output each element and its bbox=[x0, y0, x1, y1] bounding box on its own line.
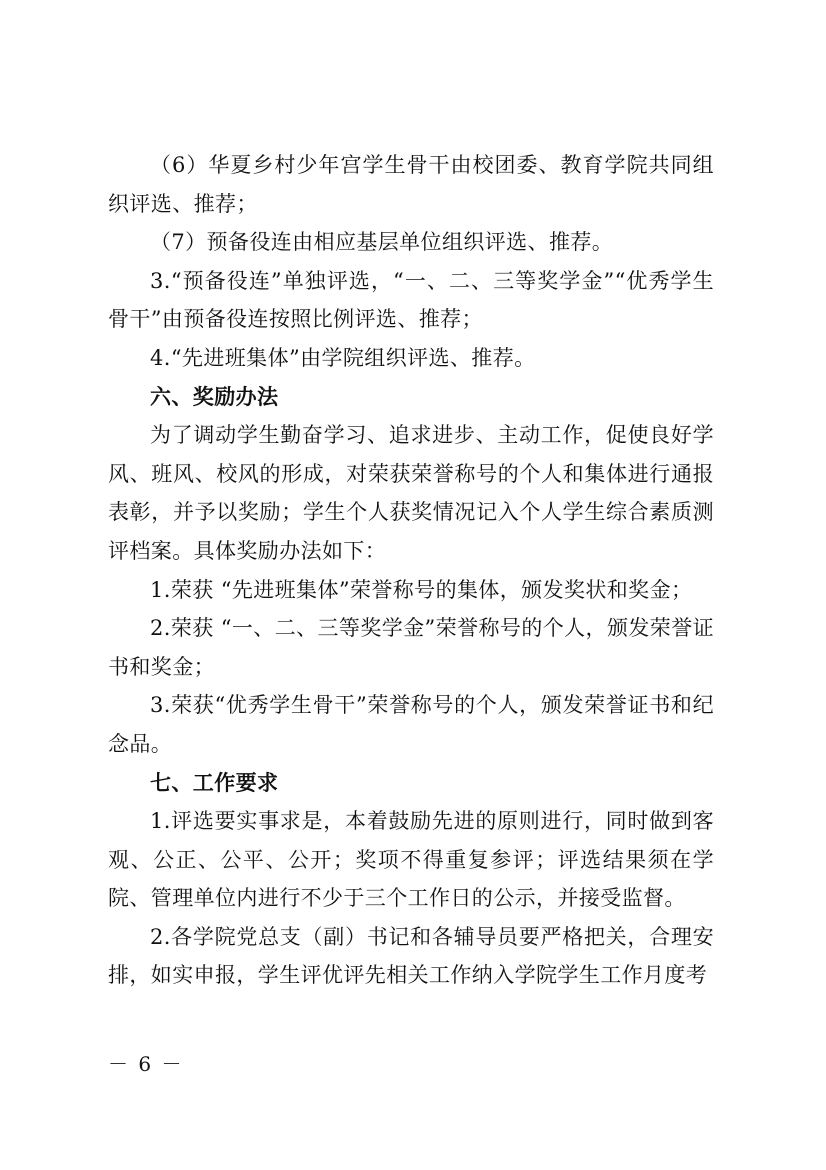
section-heading-requirements: 七、工作要求 bbox=[150, 770, 279, 795]
paragraph-reward-2: 2.荣获 “一、二、三等奖学金”荣誉称号的个人，颁发荣誉证书和奖金； bbox=[108, 616, 714, 679]
section-heading-rewards: 六、奖励办法 bbox=[150, 384, 279, 409]
paragraph-item-7: （7）预备役连由相应基层单位组织评选、推荐。 bbox=[150, 230, 614, 255]
paragraph-point-4: 4.“先进班集体”由学院组织评选、推荐。 bbox=[150, 345, 536, 370]
paragraph-rewards-intro: 为了调动学生勤奋学习、追求进步、主动工作，促使良好学风、班风、校风的形成，对荣获荣誉称号的个人和集体进行通报表彰，并予以奖励；学生个人获奖情况记入个人学生综合素质测评档案。具体奖励办法如下： bbox=[108, 423, 714, 563]
document-body bbox=[108, 146, 714, 995]
paragraph-requirement-1: 1.评选要实事求是，本着鼓励先进的原则进行，同时做到客观、公正、公平、公开；奖项不得重复参评；评选结果须在学院、管理单位内进行不少于三个工作日的公示，并接受监督。 bbox=[108, 809, 714, 911]
paragraph-reward-1: 1.荣获 “先进班集体”荣誉称号的集体，颁发奖状和奖金； bbox=[150, 577, 693, 602]
paragraph-requirement-2: 2.各学院党总支（副）书记和各辅导员要严格把关，合理安排，如实申报，学生评优评先相关工作纳入学院学生工作月度考 bbox=[108, 924, 714, 988]
paragraph-reward-3: 3.荣获“优秀学生骨干”荣誉称号的个人，颁发荣誉证书和纪念品。 bbox=[108, 693, 714, 756]
paragraph-item-6: （6）华夏乡村少年宫学生骨干由校团委、教育学院共同组织评选、推荐； bbox=[108, 153, 714, 216]
paragraph-point-3: 3.“预备役连”单独评选，“一、二、三等奖学金”“优秀学生骨干”由预备役连按照比例评选、推荐； bbox=[108, 268, 714, 332]
page-number: － 6 － bbox=[108, 1052, 184, 1076]
